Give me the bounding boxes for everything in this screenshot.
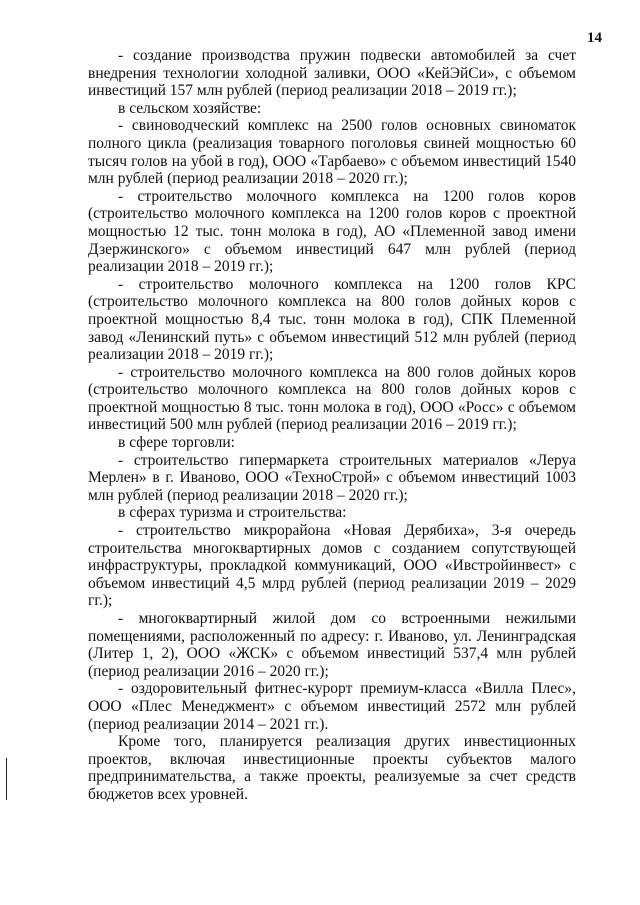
- page-number: 14: [587, 30, 602, 46]
- section-heading-tourism-construction: в сферах туризма и строительства:: [118, 504, 347, 522]
- paragraph-dairy-dzerzhinsky: - строительство молочного комплекса на 1200 голов коров (строительство молочного комплекса на 1200 голов коров с проектной мощностью 12 тыс. тонн молока в год), АО «Племенной завод имени Дзержинского» с объемом инвестиций 647 млн рублей (период реализации 2018 – 2019 гг.);: [88, 187, 576, 276]
- section-heading-agriculture: в сельском хозяйстве:: [118, 99, 262, 117]
- paragraph-villa-ples: - оздоровительный фитнес-курорт премиум-класса «Вилла Плес», ООО «Плес Менеджмент» с объемом инвестиций 2572 млн рублей (период реализации 2014 – 2021 гг.).: [88, 680, 576, 733]
- paragraph-spring-production: - создание производства пружин подвески автомобилей за счет внедрения технологии холодной заливки, ООО «КейЭйСи», с объемом инвестиций 157 млн рублей (период реализации 2018 – 2019 гг.);: [88, 47, 576, 100]
- document-body: [88, 47, 576, 804]
- paragraph-novaya-deryabikha: - строительство микрорайона «Новая Дерябиха», 3-я очередь строительства многоквартирных домов с созданием сопутствующей инфраструктуры, прокладкой коммуникаций, ООО «Ивстройинвест» с объемом инвестиций 4,5 млрд рублей (период реализации 2019 – 2029 гг.);: [88, 522, 576, 610]
- paragraph-leroy-merlin: - строительство гипермаркета строительных материалов «Леруа Мерлен» в г. Иваново, ООО «ТехноСтрой» с объемом инвестиций 1003 млн рублей (период реализации 2018 – 2020 гг.);: [88, 451, 576, 504]
- paragraph-dairy-ross: - строительство молочного комплекса на 800 голов дойных коров (строительство молочного комплекса на 800 голов дойных коров с проектной мощностью 8 тыс. тонн молока в год), ООО «Росс» с объемом инвестиций 500 млн рублей (период реализации 2016 – 2019 гг.);: [88, 363, 576, 434]
- paragraph-other-projects: Кроме того, планируется реализация других инвестиционных проектов, включая инвестиционные проекты субъектов малого предпринимательства, а также проекты, реализуемые за счет средств бюджетов всех уровней.: [88, 733, 576, 803]
- scan-edge-mark: [6, 758, 7, 800]
- paragraph-dairy-leninsky-put: - строительство молочного комплекса на 1200 голов КРС (строительство молочного комплекса на 800 голов дойных коров с проектной мощностью 8,4 тыс. тонн молока в год), СПК Племенной завод «Ленинский путь» с объемом инвестиций 512 млн рублей (период реализации 2018 – 2019 гг.);: [88, 275, 576, 364]
- paragraph-pig-complex: - свиноводческий комплекс на 2500 голов основных свиноматок полного цикла (реализация товарного поголовья свиней мощностью 60 тысяч голов на убой в год), ООО «Тарбаево» с объемом инвестиций 1540 млн рублей (период реализации 2018 – 2020 гг.);: [88, 117, 576, 188]
- section-heading-trade: в сфере торговли:: [118, 434, 235, 452]
- paragraph-apartment-house: - многоквартирный жилой дом со встроенными нежилыми помещениями, расположенный по адресу: г. Иваново, ул. Ленинградская (Литер 1, 2), ООО «ЖСК» с объемом инвестиций 537,4 млн рублей (период реализации 2016 – 2020 гг.);: [88, 610, 576, 680]
